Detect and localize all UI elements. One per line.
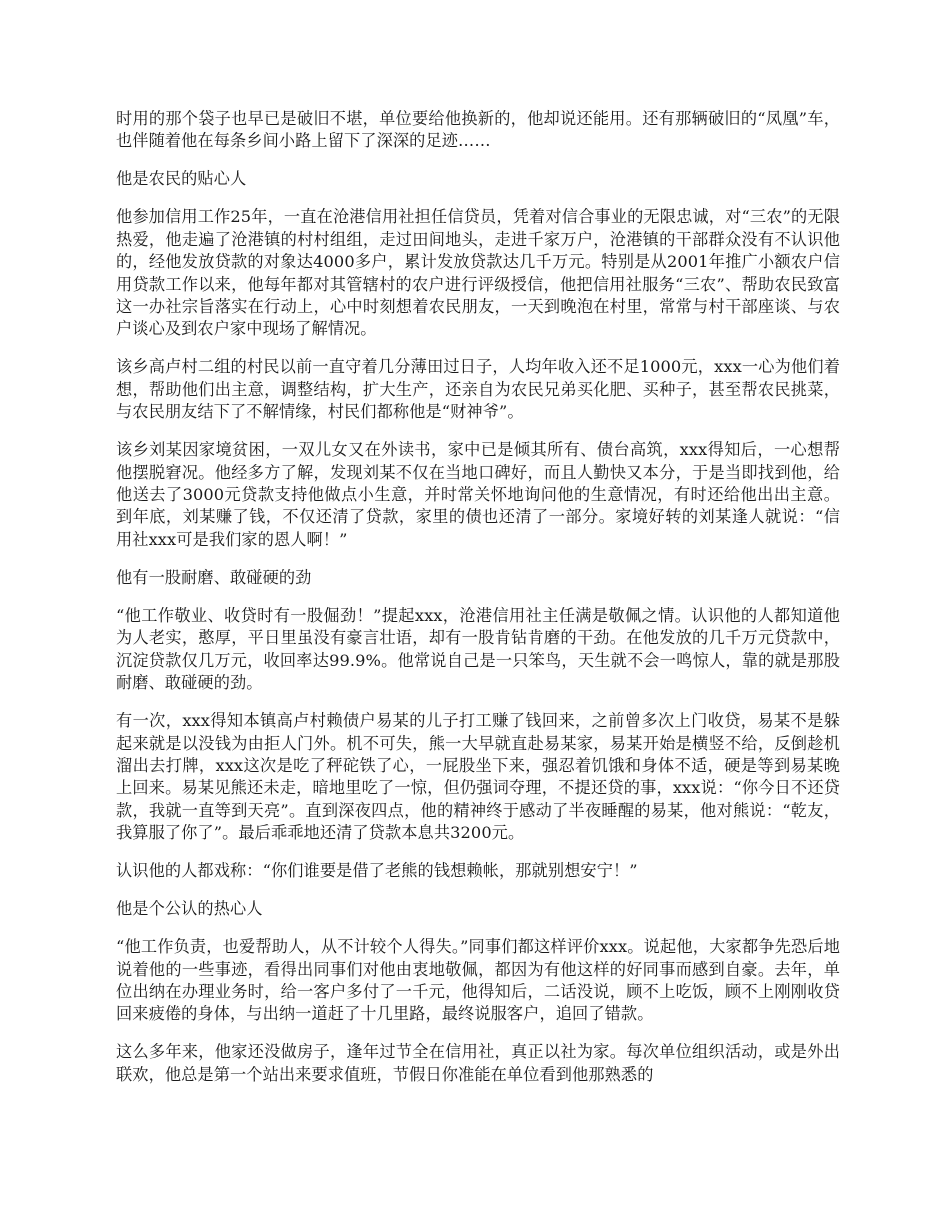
paragraph: 认识他的人都戏称：“你们谁要是借了老熊的钱想赖帐，那就别想安宁！” [116,861,638,881]
section-heading: 他有一股耐磨、敢碰硬的劲 [116,567,312,587]
paragraph: “他工作负责，也爱帮助人，从不计较个人得失。”同事们都这样评价xxx。说起他，大家都争先恐后地说着他的一些事迹，看得出同事们对他由衷地敬佩，都因为有他这样的好同事而感到自豪。去年，单位出纳在办理业务时，给一客户多付了一千元，他得知后，二话没说，顾不上吃饭，顾不上刚刚收贷回来疲倦的身体，与出纳一道赶了十几里路，最终说服客户，追回了错款。 [116,937,840,1024]
document-body [116,108,840,1102]
paragraph: “他工作敬业、收贷时有一股倔劲！”提起xxx，沧港信用社主任满是敬佩之情。认识他的人都知道他为人老实，憨厚，平日里虽没有豪言壮语，却有一股肯钻肯磨的干劲。在他发放的几千万元贷款中，沉淀贷款仅几万元，收回率达99.9%。他常说自己是一只笨鸟，天生就不会一鸣惊人，靠的就是那股耐磨、敢碰硬的劲。 [116,605,840,693]
paragraph: 该乡高卢村二组的村民以前一直守着几分薄田过日子，人均年收入还不足1000元，xxx一心为他们着想，帮助他们出主意，调整结构，扩大生产，还亲自为农民兄弟买化肥、买种子，甚至帮农民挑菜，与农民朋友结下了不解情缘，村民们都称他是“财神爷”。 [116,357,840,422]
paragraph: 时用的那个袋子也早已是破旧不堪，单位要给他换新的，他却说还能用。还有那辆破旧的“凤凰”车，也伴随着他在每条乡间小路上留下了深深的足迹…… [116,109,840,151]
paragraph: 有一次，xxx得知本镇高卢村赖债户易某的儿子打工赚了钱回来，之前曾多次上门收贷，易某不是躲起来就是以没钱为由拒人门外。机不可失，熊一大早就直赴易某家，易某开始是横竖不给，反倒趁机溜出去打牌，xxx这次是吃了秤砣铁了心，一屁股坐下来，强忍着饥饿和身体不适，硬是等到易某晚上回来。易某见熊还未走，暗地里吃了一惊，但仍强词夺理，不提还贷的事，xxx说：“你今日不还贷款，我就一直等到天亮”。直到深夜四点，他的精神终于感动了半夜睡醒的易某，他对熊说：“乾友，我算服了你了”。最后乖乖地还清了贷款本息共3200元。 [116,711,840,843]
section-heading: 他是农民的贴心人 [116,169,247,189]
paragraph: 他参加信用工作25年，一直在沧港信用社担任信贷员，凭着对信合事业的无限忠诚，对“三农”的无限热爱，他走遍了沧港镇的村村组组，走过田间地头，走进千家万户，沧港镇的干部群众没有不认识他的，经他发放贷款的对象达4000多户，累计发放贷款达几千万元。特别是从2001年推广小额农户信用贷款工作以来，他每年都对其管辖村的农户进行评级授信，他把信用社服务“三农”、帮助农民致富这一办社宗旨落实在行动上，心中时刻想着农民朋友，一天到晚泡在村里，常常与村干部座谈、与农户谈心及到农户家中现场了解情况。 [116,207,840,339]
paragraph: 这么多年来，他家还没做房子，逢年过节全在信用社，真正以社为家。每次单位组织活动，或是外出联欢，他总是第一个站出来要求值班，节假日你准能在单位看到他那熟悉的 [116,1042,840,1084]
paragraph: 该乡刘某因家境贫困，一双儿女又在外读书，家中已是倾其所有、债台高筑，xxx得知后，一心想帮他摆脱窘况。他经多方了解，发现刘某不仅在当地口碑好，而且人勤快又本分，于是当即找到他，给他送去了3000元贷款支持他做点小生意，并时常关怀地询问他的生意情况，有时还给他出出主意。到年底，刘某赚了钱，不仅还清了贷款，家里的债也还清了一部分。家境好转的刘某逢人就说：“信用社xxx可是我们家的恩人啊！” [116,440,840,549]
section-heading: 他是个公认的热心人 [116,899,263,919]
